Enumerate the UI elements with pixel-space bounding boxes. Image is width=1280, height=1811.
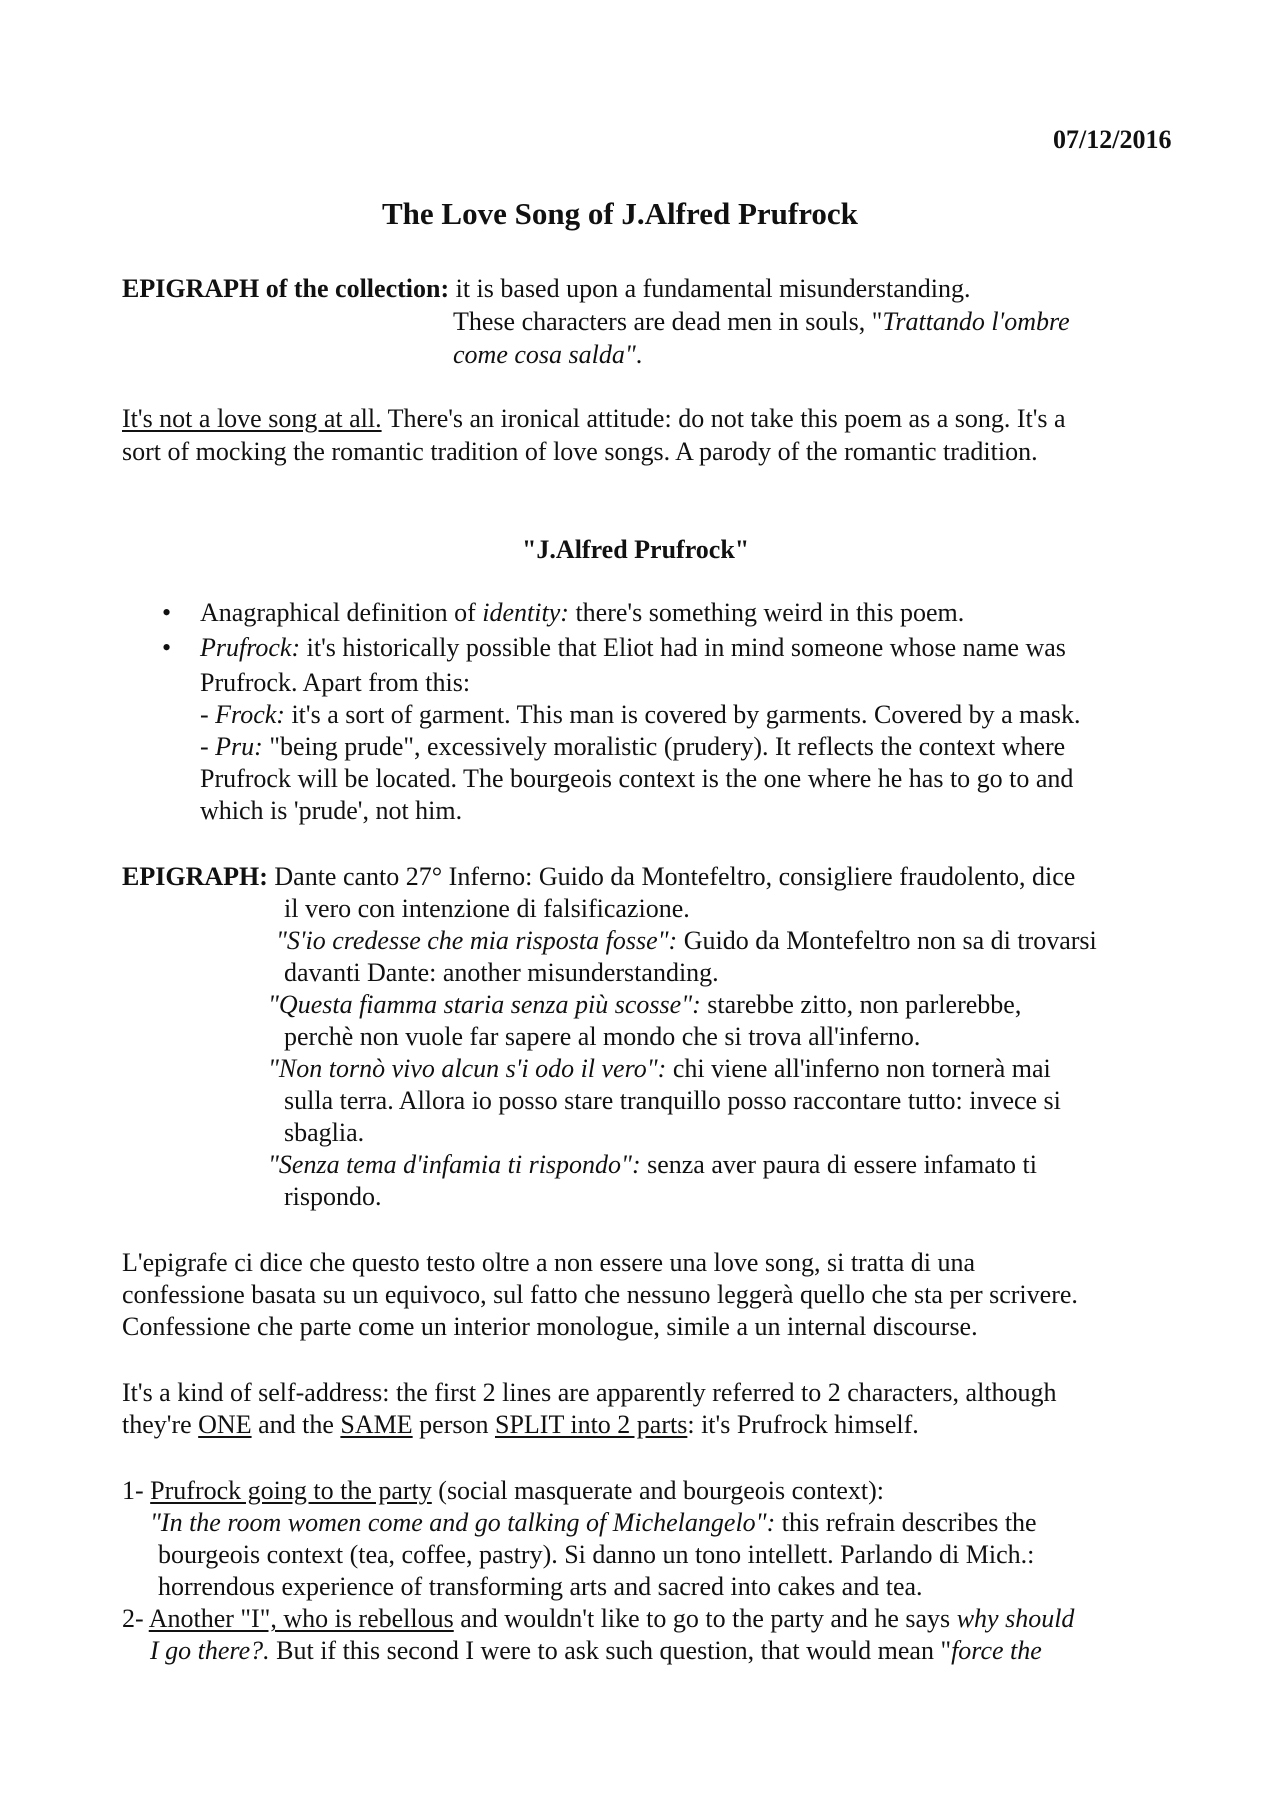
bullet-2-line2: Prufrock. Apart from this: [200,668,471,697]
bullet-2-pru-line3: which is 'prude', not him. [200,796,463,825]
quote-2-rest: starebbe zitto, non parlerebbe, [700,990,1022,1019]
bullet-1-italic: identity: [482,598,569,627]
list-item-2-line2-rest: But if this second I were to ask such question, that would mean " [269,1636,952,1665]
list-item-1-number: 1- [122,1476,151,1505]
epigraph-collection-line3-period: . [635,340,643,369]
epigraph-quote-3 [268,1053,1051,1085]
epigraph-quote-3-line2: sulla terra. Allora io posso stare tranquillo posso raccontare tutto: invece si [284,1086,1061,1115]
epigraph-line2: il vero con intenzione di falsificazione. [284,894,690,923]
list-item-1-rest: (social masquerate and bourgeois context): [431,1476,884,1505]
bullet-1-rest: there's something weird in this poem. [568,598,965,627]
list-item-2-line2 [150,1635,1042,1667]
self-address-split: SPLIT into 2 parts [494,1410,688,1439]
list-item-2-italic: why should [956,1604,1075,1633]
epigraph-quote-4 [268,1149,1037,1181]
date: 07/12/2016 [1053,125,1172,154]
quote-4-italic: "Senza tema d'infamia ti rispondo": [268,1150,641,1179]
bullet-2-italic: Prufrock: [200,633,301,662]
pru-italic: Pru: [215,732,263,761]
list-item-2-line2-italic2: force the [951,1636,1042,1665]
epigraph-collection-line1 [122,273,970,305]
epigraph-quote-2 [268,989,1021,1021]
list-item-2 [122,1603,1074,1635]
quote-1-italic: "S'io credesse che mia risposta fosse": [276,926,678,955]
self-address-one: ONE [198,1410,252,1439]
list-item-1-quote-italic: "In the room women come and go talking of Michelangelo": [150,1508,776,1537]
not-love-song-line2: sort of mocking the romantic tradition of love songs. A parody of the romantic tradition. [122,437,1038,466]
quote-1-rest: Guido da Montefeltro non sa di trovarsi [677,926,1097,955]
list-item-1-line4: horrendous experience of transforming arts and sacred into cakes and tea. [158,1572,923,1601]
not-love-song-line1 [122,403,1066,435]
bullet-1-plain: Anagraphical definition of [200,598,483,627]
section-subtitle: "J.Alfred Prufrock" [522,535,750,564]
list-item-1-quote [150,1507,1037,1539]
not-love-song-underlined: It's not a love song at all. [122,404,382,433]
bullet-2-pru [200,731,1065,763]
self-address-line1: It's a kind of self-address: the first 2 lines are apparently referred to 2 characters, although [122,1378,1057,1407]
frock-italic: Frock: [215,700,285,729]
epigraph-line1 [122,861,1075,893]
not-love-song-rest: There's an ironical attitude: do not take this poem as a song. It's a [381,404,1066,433]
epigraph-quote-1 [276,925,1097,957]
bullet-2-rest: it's historically possible that Eliot had in mind someone whose name was [300,633,1066,662]
epigraph-label: EPIGRAPH: [122,862,268,891]
self-address-same: SAME [340,1410,413,1439]
quote-3-italic: "Non tornò vivo alcun s'i odo il vero": [268,1054,667,1083]
bullet-2-frock [200,699,1081,731]
quote-4-rest: senza aver paura di essere infamato ti [640,1150,1037,1179]
list-item-1-line3: bourgeois context (tea, coffee, pastry). Si danno un tono intellett. Parlando di Mich.: [158,1540,1035,1569]
epigraph-collection-line2-plain: These characters are dead men in souls, " [453,307,883,336]
list-item-2-underlined: Another "I", who is rebellous [148,1604,454,1633]
epigraph-collection-text: it is based upon a fundamental misunderstanding. [449,274,971,303]
frock-dash: - [200,700,216,729]
list-item-1-quote-rest: this refrain describes the [775,1508,1037,1537]
list-item-1-underlined: Prufrock going to the party [150,1476,432,1505]
list-item-2-rest: and wouldn't like to go to the party and he says [453,1604,957,1633]
quote-2-italic: "Questa fiamma staria senza più scosse": [268,990,701,1019]
self-address-c: person [412,1410,495,1439]
epigraph-quote-1-line2: davanti Dante: another misunderstanding. [284,958,719,987]
self-address-line2 [122,1409,919,1441]
self-address-a: they're [122,1410,199,1439]
quote-3-rest: chi viene all'inferno non tornerà mai [666,1054,1051,1083]
epigraph-quote-2-line2: perchè non vuole far sapere al mondo che si trova all'inferno. [284,1022,921,1051]
pru-rest: "being prude", excessively moralistic (prudery). It reflects the context where [262,732,1066,761]
epigraph-collection-line2-italic: Trattando l'ombre [882,307,1070,336]
bullet-1 [200,597,964,629]
list-item-1 [122,1475,884,1507]
frock-rest: it's a sort of garment. This man is covered by garments. Covered by a mask. [284,700,1081,729]
list-item-2-number: 2- [122,1604,149,1633]
epigraph-collection-line3-italic: come cosa salda" [453,340,636,369]
list-item-2-line2-italic: I go there?. [150,1636,270,1665]
pru-dash: - [200,732,216,761]
bullet-1-glyph: • [162,598,172,627]
bullet-2-pru-line2: Prufrock will be located. The bourgeois context is the one where he has to go to and [200,764,1074,793]
self-address-b: and the [251,1410,341,1439]
epigraph-collection-line2 [453,306,1070,338]
epigraph-quote-3-line3: sbaglia. [284,1118,365,1147]
bullet-2 [200,632,1066,664]
epigraph-quote-4-line2: rispondo. [284,1182,382,1211]
bullet-2-glyph: • [162,633,172,662]
self-address-d: : it's Prufrock himself. [687,1410,919,1439]
epigrafe-line1: L'epigrafe ci dice che questo testo oltre a non essere una love song, si tratta di una [122,1248,975,1277]
epigrafe-line3: Confessione che parte come un interior monologue, simile a un internal discourse. [122,1312,978,1341]
epigraph-collection-line3 [453,339,642,371]
epigraph-collection-label: EPIGRAPH of the collection: [122,274,450,303]
epigraph-text: Dante canto 27° Inferno: Guido da Montefeltro, consigliere fraudolento, dice [267,862,1076,891]
page-title: The Love Song of J.Alfred Prufrock [382,196,858,231]
epigrafe-line2: confessione basata su un equivoco, sul fatto che nessuno leggerà quello che sta per scrivere. [122,1280,1078,1309]
